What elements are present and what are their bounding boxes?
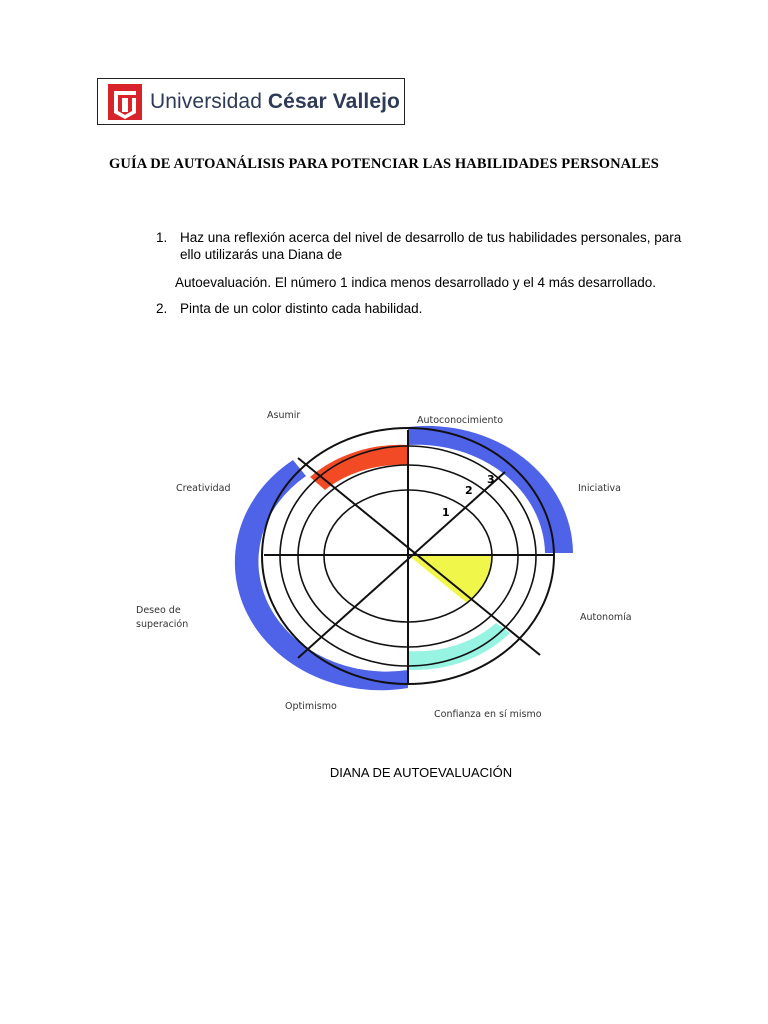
ring-number-1: 1 xyxy=(442,506,450,519)
ring-number-3: 3 xyxy=(487,473,495,486)
instruction-1-line2: ello utilizarás una Diana de xyxy=(180,247,343,262)
instruction-2 xyxy=(156,300,676,318)
label-deseo-line1: Deseo de xyxy=(136,605,181,616)
label-autoconocimiento: Autoconocimiento xyxy=(417,415,504,426)
yellow-wedge xyxy=(408,555,492,603)
label-iniciativa: Iniciativa xyxy=(578,483,621,494)
logo-word-cesar-vallejo: César Vallejo xyxy=(267,89,400,113)
blue-band-right xyxy=(408,426,573,553)
instruction-1 xyxy=(156,229,682,265)
ucv-shield-icon xyxy=(108,84,142,120)
instruction-2-line1: Pinta de un color distinto cada habilidad. xyxy=(180,301,423,316)
university-logo xyxy=(97,78,405,125)
label-deseo-line2: superación xyxy=(136,619,189,630)
instruction-2-number: 2. xyxy=(156,301,168,316)
diagram-caption: DIANA DE AUTOEVALUACIÓN xyxy=(329,765,513,780)
label-confianza: Confianza en sí mismo xyxy=(434,709,542,720)
instruction-1-line3: Autoevaluación. El número 1 indica menos desarrollado y el 4 más desarrollado. xyxy=(175,275,657,290)
instruction-1-line1: Haz una reflexión acerca del nivel de desarrollo de tus habilidades personales, para xyxy=(180,230,682,245)
logo-text xyxy=(150,90,400,114)
label-autonomia: Autonomía xyxy=(580,612,632,623)
label-optimismo: Optimismo xyxy=(285,701,337,712)
page-title: GUÍA DE AUTOANÁLISIS PARA POTENCIAR LAS HABILIDADES PERSONALES xyxy=(109,156,659,172)
ring-number-2: 2 xyxy=(465,484,473,497)
diana-autoevaluacion-diagram xyxy=(120,390,640,740)
logo-word-universidad: Universidad xyxy=(150,89,268,113)
label-asumir: Asumir xyxy=(267,410,301,421)
blue-band-left xyxy=(235,460,408,690)
label-creatividad: Creatividad xyxy=(176,483,231,494)
instruction-1-number: 1. xyxy=(156,230,168,245)
